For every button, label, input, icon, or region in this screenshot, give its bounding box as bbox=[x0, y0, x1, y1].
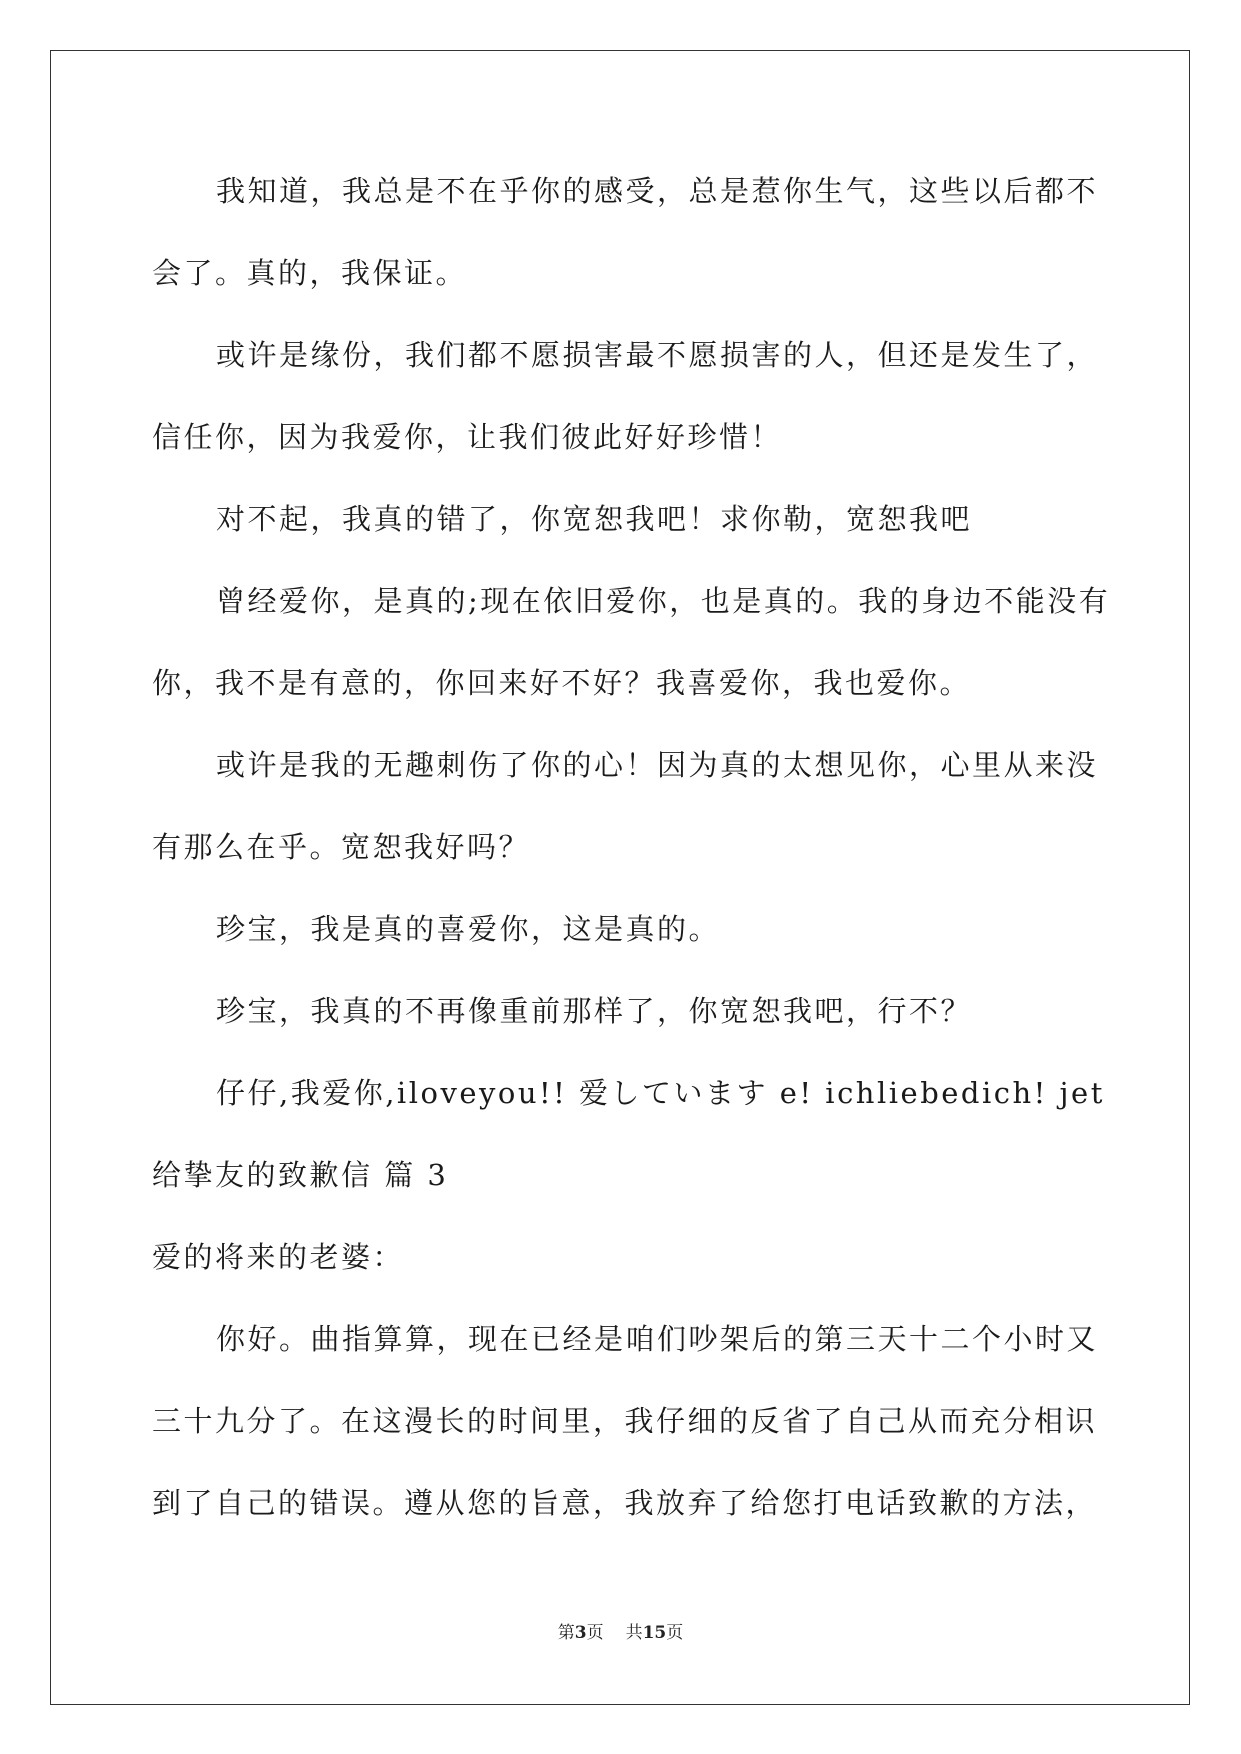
text-line: 你，我不是有意的，你回来好不好？我喜爱你，我也爱你。 bbox=[152, 666, 972, 700]
text-line: 对不起，我真的错了，你宽恕我吧！求你勒，宽恕我吧 bbox=[216, 502, 973, 536]
total-page-number: 15 bbox=[642, 1623, 667, 1643]
text-line: 爱的将来的老婆： bbox=[152, 1240, 405, 1274]
text-line: 有那么在乎。宽恕我好吗？ bbox=[152, 830, 531, 864]
text-line: 珍宝，我真的不再像重前那样了，你宽恕我吧，行不？ bbox=[216, 994, 973, 1028]
text-line: 信任你，因为我爱你，让我们彼此好好珍惜！ bbox=[152, 420, 783, 454]
text-line: 或许是我的无趣刺伤了你的心！因为真的太想见你，心里从来没 bbox=[216, 748, 1099, 782]
page-suffix: 页 bbox=[586, 1623, 604, 1643]
text-line: 会了。真的，我保证。 bbox=[152, 256, 468, 290]
total-suffix: 页 bbox=[666, 1623, 684, 1643]
text-line: 珍宝，我是真的喜爱你，这是真的。 bbox=[216, 912, 721, 946]
text-line: 我知道，我总是不在乎你的感受，总是惹你生气，这些以后都不 bbox=[216, 174, 1099, 208]
text-line: 仔仔,我爱你,iloveyou!! 爱しています e! ichliebedich! jet bbox=[216, 1076, 1105, 1110]
page-footer bbox=[0, 1618, 1241, 1643]
page-prefix: 第 bbox=[557, 1623, 575, 1643]
text-line: 给挚友的致歉信 篇 3 bbox=[152, 1158, 449, 1192]
text-line: 曾经爱你，是真的;现在依旧爱你，也是真的。我的身边不能没有 bbox=[216, 584, 1111, 618]
text-line: 或许是缘份，我们都不愿损害最不愿损害的人，但还是发生了， bbox=[216, 338, 1099, 372]
total-prefix: 共 bbox=[625, 1623, 643, 1643]
document-body bbox=[152, 164, 1111, 1558]
text-line: 三十九分了。在这漫长的时间里，我仔细的反省了自己从而充分相识 bbox=[152, 1404, 1098, 1438]
text-line: 到了自己的错误。遵从您的旨意，我放弃了给您打电话致歉的方法， bbox=[152, 1486, 1098, 1520]
text-line: 你好。曲指算算，现在已经是咱们吵架后的第三天十二个小时又 bbox=[216, 1322, 1099, 1356]
current-page-number: 3 bbox=[574, 1623, 587, 1643]
